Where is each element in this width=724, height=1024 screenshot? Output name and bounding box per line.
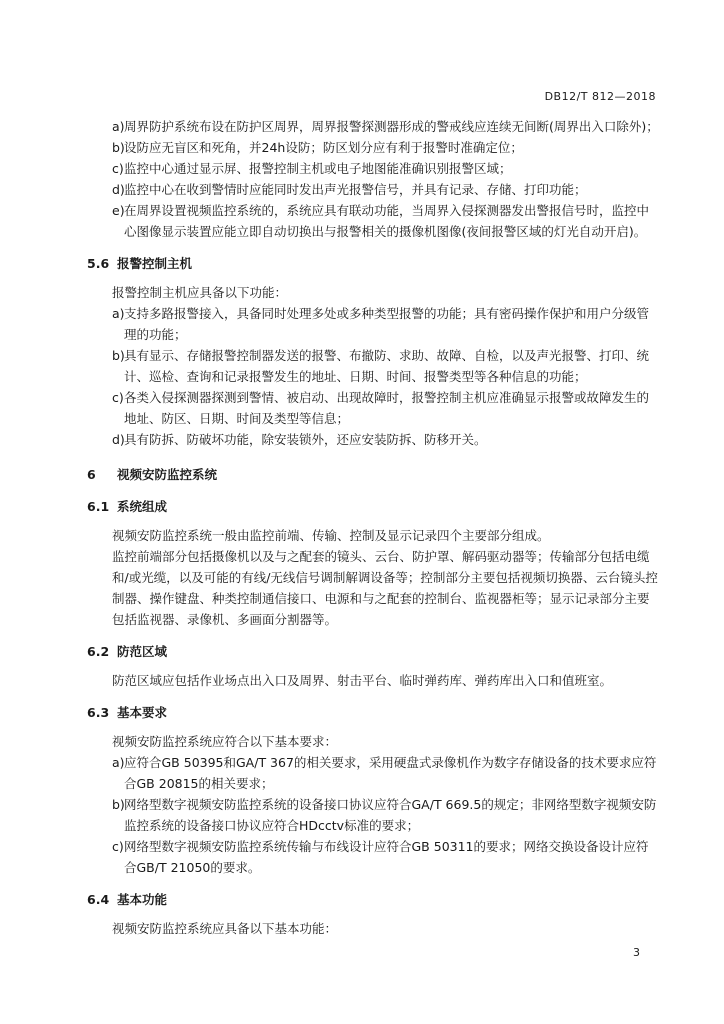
section-heading-6: 6 视频安防监控系统 (87, 467, 218, 482)
list-item: a) 支持多路报警接入，具备同时处理多处或多种类型报警的功能；具有密码操作保护和用户分级管理的功能； (112, 306, 650, 342)
section-intro: 视频安防监控系统应符合以下基本要求： (112, 734, 338, 749)
list-item: c) 网络型数字视频安防监控系统传输与布线设计应符合GB 50311的要求；网络交换设备设计应符合GB/T 21050的要求。 (112, 839, 649, 875)
list-item: a) 应符合GB 50395和GA/T 367的相关要求，采用硬盘式录像机作为数字存储设备的技术要求应符合GB 20815的相关要求； (112, 755, 657, 791)
list-item: b) 网络型数字视频安防监控系统的设备接口协议应符合GA/T 669.5的规定；非网络型数字视频安防监控系统的设备接口协议应符合HDcctv标准的要求； (112, 797, 657, 833)
list-item: e) 在周界设置视频监控系统的，系统应具有联动功能，当周界入侵探测器发出警报信号时，监控中心图像显示装置应能立即自动切换出与报警相关的摄像机图像(夜间报警区域的灯光自动开启)。 (112, 203, 650, 239)
section-heading-6-4: 6.4 基本功能 (87, 892, 168, 907)
paragraph: 防范区域应包括作业场点出入口及周界、射击平台、临时弹药库、弹药库出入口和值班室。 (112, 673, 613, 688)
list-item: d) 具有防拆、防破坏功能，除安装锁外，还应安装防拆、防移开关。 (112, 432, 487, 447)
page-content (84, 116, 659, 939)
paragraph: 视频安防监控系统一般由监控前端、传输、控制及显示记录四个主要部分组成。 (112, 528, 550, 543)
standard-number: DB12/T 812—2018 (544, 90, 656, 103)
section-heading-6-3: 6.3 基本要求 (87, 705, 168, 720)
section-heading-6-1: 6.1 系统组成 (87, 499, 168, 514)
list-item: c) 各类入侵探测器探测到警情、被启动、出现故障时，报警控制主机应准确显示报警或故障发生的地址、防区、日期、时间及类型等信息； (112, 390, 650, 426)
section-heading-6-2: 6.2 防范区域 (87, 644, 168, 659)
list-item: a) 周界防护系统布设在防护区周界，周界报警探测器形成的警戒线应连续无间断(周界出入口除外)； (112, 119, 659, 134)
list-item: b) 设防应无盲区和死角，并24h设防；防区划分应有利于报警时准确定位； (112, 140, 523, 155)
section-heading-5-6: 5.6 报警控制主机 (87, 256, 193, 271)
section-intro: 视频安防监控系统应具备以下基本功能： (112, 921, 338, 936)
paragraph: 监控前端部分包括摄像机以及与之配套的镜头、云台、防护罩、解码驱动器等；传输部分包括电缆和/或光缆，以及可能的有线/无线信号调制解调设备等；控制部分主要包括视频切换器、云台镜头控制器、操作键盘、种类控制通信接口、电源和与之配套的控制台、监视器柜等；显示记录部分主要包括监视器、录像机、多画面分割器等。 (112, 549, 658, 627)
list-item: d) 监控中心在收到警情时应能同时发出声光报警信号，并具有记录、存储、打印功能； (112, 182, 587, 197)
list-item: b) 具有显示、存储报警控制器发送的报警、布撤防、求助、故障、自检，以及声光报警、打印、统计、巡检、查询和记录报警发生的地址、日期、时间、报警类型等各种信息的功能； (112, 348, 650, 384)
s5-5-list (84, 116, 659, 242)
section-intro: 报警控制主机应具备以下功能： (112, 285, 288, 300)
page-number: 3 (633, 946, 640, 959)
list-item: c) 监控中心通过显示屏、报警控制主机或电子地图能准确识别报警区域； (112, 161, 512, 176)
